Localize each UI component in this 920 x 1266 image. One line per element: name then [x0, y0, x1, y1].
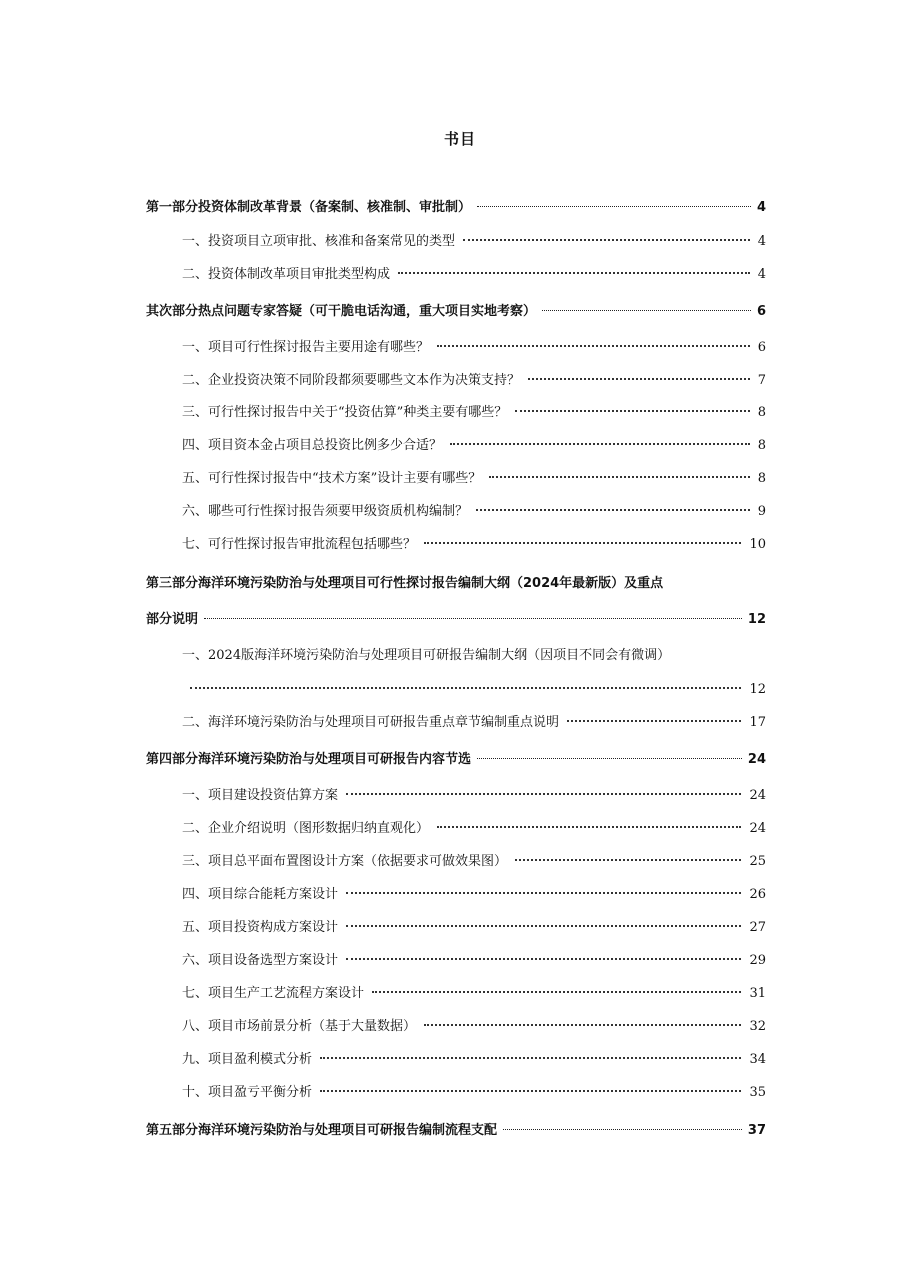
toc-item[interactable] [182, 232, 766, 252]
leader-dots [503, 1129, 742, 1130]
toc-item-page: 8 [757, 471, 766, 486]
toc-item-page: 29 [749, 953, 766, 968]
toc-item-page: 9 [757, 504, 766, 519]
toc-item[interactable] [182, 502, 766, 522]
toc-part-5-page: 37 [747, 1123, 766, 1138]
toc-item-label: 二、企业投资决策不同阶段都须要哪些文本作为决策支持？ [182, 373, 521, 388]
toc-part-1[interactable] [146, 198, 766, 218]
toc-item[interactable] [182, 436, 766, 456]
toc-part-4[interactable] [146, 750, 766, 770]
toc-item-label: 一、投资项目立项审批、核准和备案常见的类型 [182, 234, 456, 249]
toc-item-page: 17 [749, 715, 766, 730]
toc-item-page: 4 [757, 234, 766, 249]
leader-dots [437, 345, 750, 347]
leader-dots [424, 542, 741, 544]
toc-item-label: 六、哪些可行性探讨报告须要甲级资质机构编制？ [182, 504, 469, 519]
toc-item-label: 五、项目投资构成方案设计 [182, 920, 339, 935]
toc-item[interactable] [182, 338, 766, 358]
toc-item[interactable] [182, 1083, 766, 1103]
toc-item-page: 8 [757, 405, 766, 420]
toc-item-label: 九、项目盈利模式分析 [182, 1052, 313, 1067]
toc-part-5[interactable] [146, 1121, 766, 1141]
toc-item-page: 4 [757, 267, 766, 282]
toc-item-page: 27 [749, 920, 766, 935]
toc-item-label: 四、项目资本金占项目总投资比例多少合适？ [182, 438, 443, 453]
leader-dots [477, 758, 742, 759]
toc-item[interactable] [182, 951, 766, 971]
toc-part-5-label: 第五部分海洋环境污染防治与处理项目可研报告编制流程支配 [146, 1123, 498, 1138]
toc-part-2-page: 6 [756, 304, 766, 319]
toc-part-1-page: 4 [756, 200, 766, 215]
leader-dots [372, 991, 741, 993]
toc-part-3-label-line1[interactable]: 第三部分海洋环境污染防治与处理项目可行性探讨报告编制大纲（2024年最新版）及重点 [146, 576, 664, 591]
page-title: 书目 [443, 130, 476, 148]
toc-item-page: 25 [749, 854, 766, 869]
toc-item[interactable] [182, 885, 766, 905]
toc-part-2-label: 其次部分热点问题专家答疑（可干脆电话沟通，重大项目实地考察） [146, 304, 537, 319]
leader-dots [515, 859, 741, 861]
leader-dots [424, 1024, 741, 1026]
toc-item[interactable] [182, 403, 766, 423]
leader-dots [346, 793, 741, 795]
toc-part-3-page: 12 [747, 612, 766, 627]
toc-item-page: 24 [749, 788, 766, 803]
leader-dots [489, 476, 749, 478]
toc-item-label: 四、项目综合能耗方案设计 [182, 887, 339, 902]
leader-dots [450, 443, 750, 445]
leader-dots [398, 272, 750, 274]
toc-item-page: 24 [749, 821, 766, 836]
toc-item-label: 十、项目盈亏平衡分析 [182, 1085, 313, 1100]
toc-item-page: 6 [757, 340, 766, 355]
leader-dots [320, 1057, 741, 1059]
toc-item-page: 10 [749, 537, 766, 552]
toc-item-page: 31 [749, 986, 766, 1001]
leader-dots [346, 925, 741, 927]
toc-item[interactable] [182, 786, 766, 806]
toc-part-4-page: 24 [747, 752, 766, 767]
toc-item[interactable] [182, 819, 766, 839]
toc-part-2[interactable] [146, 302, 766, 322]
toc-item-label-line1[interactable]: 一、2024版海洋环境污染防治与处理项目可研报告编制大纲（因项目不同会有微调） [182, 648, 671, 663]
toc-item[interactable] [182, 535, 766, 555]
leader-dots [204, 618, 742, 619]
toc-item[interactable] [182, 1017, 766, 1037]
toc-item-label: 七、项目生产工艺流程方案设计 [182, 986, 365, 1001]
toc-item[interactable] [182, 469, 766, 489]
toc-item-label: 一、项目建设投资估算方案 [182, 788, 339, 803]
toc-part-1-label: 第一部分投资体制改革背景（备案制、核准制、审批制） [146, 200, 472, 215]
toc-item[interactable] [182, 371, 766, 391]
toc-item[interactable] [182, 265, 766, 285]
toc-item[interactable] [182, 918, 766, 938]
toc-item-page: 32 [749, 1019, 766, 1034]
toc-item-label: 三、项目总平面布置图设计方案（依据要求可做效果图） [182, 854, 508, 869]
toc-item-label: 一、项目可行性探讨报告主要用途有哪些？ [182, 340, 430, 355]
toc-item-label: 二、企业介绍说明（图形数据归纳直观化） [182, 821, 430, 836]
toc-part-3-label: 部分说明 [146, 612, 199, 627]
leader-dots [320, 1090, 741, 1092]
leader-dots [190, 687, 741, 689]
toc-part-4-label: 第四部分海洋环境污染防治与处理项目可研报告内容节选 [146, 752, 472, 767]
toc-item-label: 六、项目设备选型方案设计 [182, 953, 339, 968]
toc-item[interactable] [190, 680, 766, 700]
toc-item-page: 26 [749, 887, 766, 902]
toc-item-page: 35 [749, 1085, 766, 1100]
leader-dots [437, 826, 741, 828]
toc-part-3[interactable] [146, 610, 766, 630]
toc-item[interactable] [182, 713, 766, 733]
toc-item[interactable] [182, 1050, 766, 1070]
leader-dots [542, 310, 751, 311]
leader-dots [515, 410, 749, 412]
leader-dots [528, 378, 750, 380]
toc-item-page: 12 [749, 682, 766, 697]
toc-item-label: 七、可行性探讨报告审批流程包括哪些？ [182, 537, 417, 552]
toc-item-page: 34 [749, 1052, 766, 1067]
toc-item-label: 二、投资体制改革项目审批类型构成 [182, 267, 391, 282]
toc-item-label: 八、项目市场前景分析（基于大量数据） [182, 1019, 417, 1034]
toc-item-page: 7 [757, 373, 766, 388]
toc-item-label: 二、海洋环境污染防治与处理项目可研报告重点章节编制重点说明 [182, 715, 560, 730]
toc-item[interactable] [182, 984, 766, 1004]
toc-item-page: 8 [757, 438, 766, 453]
leader-dots [476, 509, 750, 511]
leader-dots [477, 206, 751, 207]
toc-item-label: 五、可行性探讨报告中“技术方案”设计主要有哪些？ [182, 471, 482, 486]
leader-dots [567, 720, 741, 722]
leader-dots [346, 958, 741, 960]
leader-dots [346, 892, 741, 894]
leader-dots [463, 239, 750, 241]
toc-item[interactable] [182, 852, 766, 872]
toc-item-label: 三、可行性探讨报告中关于“投资估算”种类主要有哪些？ [182, 405, 508, 420]
